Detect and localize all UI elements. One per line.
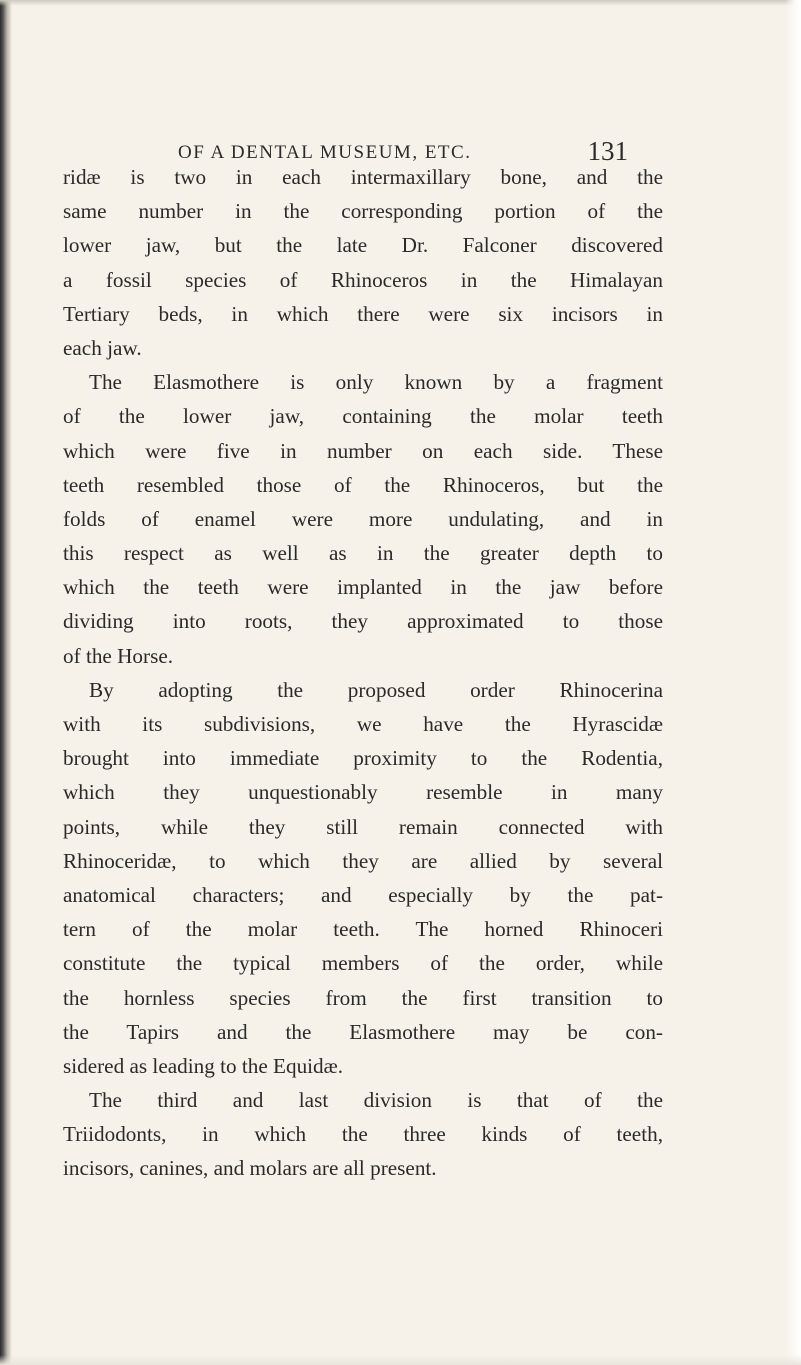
- page-bottom-edge: [0, 1355, 801, 1365]
- text-line: incisors, canines, and molars are all present.: [63, 1156, 437, 1181]
- text-line: same number in the corresponding portion of the: [63, 199, 663, 224]
- text-line: By adopting the proposed order Rhinocerina: [89, 677, 663, 702]
- text-line: ridæ is two in each intermaxillary bone, and the: [63, 165, 663, 189]
- text-line: this respect as well as in the greater depth to: [63, 541, 663, 566]
- text-line: Rhinoceridæ, to which they are allied by several: [63, 848, 663, 873]
- text-line: anatomical characters; and especially by the pat-: [63, 882, 663, 907]
- page-right-edge: [785, 0, 801, 1365]
- body-text: [63, 160, 663, 1186]
- text-line: constitute the typical members of the order, while: [63, 951, 663, 976]
- text-line: The third and last division is that of the: [89, 1088, 663, 1113]
- text-line: a fossil species of Rhinoceros in the Himalayan: [63, 267, 663, 292]
- running-head: OF A DENTAL MUSEUM, ETC.: [178, 142, 472, 163]
- text-line: Triidodonts, in which the three kinds of teeth,: [63, 1122, 663, 1147]
- text-line: folds of enamel were more undulating, and in: [63, 506, 663, 531]
- binding-shadow: [0, 0, 12, 1365]
- text-line: of the Horse.: [63, 643, 174, 668]
- text-line: tern of the molar teeth. The horned Rhinoceri: [63, 917, 663, 942]
- text-line: points, while they still remain connected with: [63, 814, 663, 839]
- text-line: which they unquestionably resemble in many: [63, 780, 663, 805]
- text-line: teeth resembled those of the Rhinoceros, but the: [63, 472, 663, 497]
- text-line: dividing into roots, they approximated to those: [63, 609, 663, 634]
- text-line: which were five in number on each side. These: [63, 438, 663, 463]
- text-line: which the teeth were implanted in the jaw before: [63, 575, 663, 600]
- page-number: 131: [587, 136, 628, 166]
- text-line: brought into immediate proximity to the Rodentia,: [63, 746, 663, 771]
- text-line: the hornless species from the first transition to: [63, 985, 663, 1010]
- text-line: of the lower jaw, containing the molar teeth: [63, 404, 663, 429]
- text-line: each jaw.: [63, 335, 142, 360]
- text-line: with its subdivisions, we have the Hyrascidæ: [63, 712, 663, 736]
- text-line: lower jaw, but the late Dr. Falconer discovered: [63, 233, 663, 258]
- text-line: The Elasmothere is only known by a fragment: [89, 370, 663, 395]
- page-top-edge: [0, 0, 801, 6]
- text-line: sidered as leading to the Equidæ.: [63, 1053, 344, 1078]
- text-line: Tertiary beds, in which there were six incisors in: [63, 301, 663, 326]
- text-line: the Tapirs and the Elasmothere may be con-: [63, 1019, 663, 1044]
